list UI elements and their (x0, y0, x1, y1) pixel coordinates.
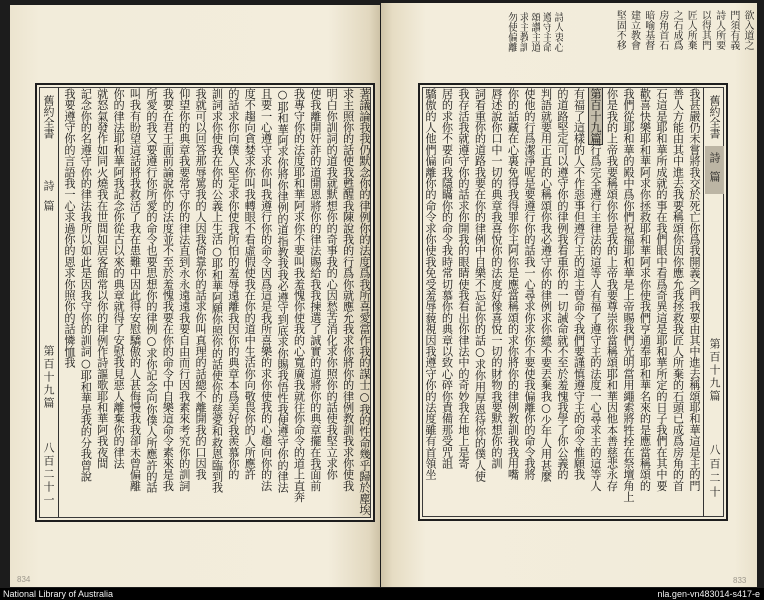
pencil-mark-left: 834 (17, 575, 31, 584)
pencil-mark-right: 833 (733, 576, 747, 585)
text-column-content: 行爲完全遵行主律法的這等人有福了遵守主的法度一心尋求主的這等人 (589, 144, 602, 492)
text-column: 石這是耶和華所成就的事在我們眼中看爲奇異這是耶和華所定的日子我們在其中要 (655, 88, 668, 492)
left-section-title: 詩篇 (42, 180, 55, 220)
headnote-column: 房角首石 (656, 10, 668, 50)
text-column: 仰望你的典章我要常守你的律法直到永永遠遠我要自由而行因我素來考究你的訓詞 (177, 88, 191, 492)
text-column: 歡喜快樂耶和華阿求你拯救耶和華阿求你使我們亨通奉耶和華名來的是應當稱頌的 (638, 88, 652, 492)
text-column: 叫我有盼望這話將我救活了我在患難中因此得安慰驕傲的人甚侮慢我我卻未曾偏離 (128, 88, 142, 492)
text-column: 著議論我我仍默念你的律例你的法度爲我所喜愛當作我的謀士○我的性命幾乎歸於塵埃 (358, 88, 371, 516)
text-column: 就怒氣發作如同火燒我在世間如居客館常以你的律例作詩謳歌耶和華阿我夜間 (95, 88, 109, 469)
text-column: 善人方能由其中進去我要稱頌你因你應允我拯救我匠人所棄的石頭已成爲房角的首 (671, 88, 685, 492)
left-text-block (60, 88, 372, 518)
left-chapter-label: 第百十九篇 (42, 345, 55, 410)
footer-bar (0, 588, 764, 600)
right-page-number: 八百二十 (708, 444, 721, 500)
library-credit: National Library of Australia (3, 589, 114, 599)
text-column: 的道路堅定可以遵守你的律例我看重你的一切誡命就不至於羞愧我學了你公義的 (556, 88, 569, 480)
text-column: 唇述說你口中一切的典章我喜悅你的法度好像喜悅一切的財物我要默想你的訓 (490, 88, 503, 469)
headnotes-right-block (612, 10, 754, 76)
text-column: 我就可以回答那辱罵我的人因我倚靠你的話求你叫真理的話總不離開我的口因我 (194, 88, 208, 480)
headnote-column: 欲入道之 (742, 10, 753, 50)
headnote-column: 遵守主命 (540, 12, 552, 52)
text-column: 且要一心遵守求你叫我遵行你的命令因爲這是我所喜樂的求你使我的心趨向你的法 (259, 88, 273, 492)
headnotes-center-block (505, 12, 563, 74)
text-column-chapter-start (587, 88, 604, 518)
headnote-column: 門須有義 (727, 10, 739, 50)
headnote-column: 之石成爲 (671, 10, 683, 50)
right-book-title: 舊約全書 (708, 95, 721, 139)
text-column: 我甚嚴仍未嘗將我交於死亡你爲我開義之門我要由其中進去稱頌耶和華這是主的門 (688, 88, 701, 492)
text-column: 求主照你的話使我甦醒我陳說我的行爲你就應允我求你將你的律例教訓我求你使我 (341, 88, 355, 492)
text-column: 度不趨向貪婪求你叫我轉眼不看虛假使我在你的道中生活你向敬畏你的人所應許 (243, 88, 257, 480)
text-column: 有福了這樣的人不作惡事但遵行主的道主曾命令我們要謹慎遵守主的命令惟願我 (572, 88, 586, 480)
right-chapter-label: 第百十九篇 (708, 338, 721, 403)
headnote-column: 詩人衷心 (552, 12, 563, 52)
right-text-block (421, 88, 702, 518)
right-section-title: 詩篇 (708, 152, 721, 190)
text-column: 我存活我就遵守你的話求你開我的眼睛使我看出你律法中的奇妙我在地上是寄 (457, 88, 470, 469)
text-column: 使他的行爲潔淨呢是要遵行你的話我一心尋求你求你不要使我偏離你的命令我將 (523, 88, 536, 480)
text-column: 居的求你不要向我隱瞞你的命令我時常切慕你的典章以致心碎你責備那受咒詛 (440, 88, 454, 469)
headnote-column: 勿使偏離 (505, 12, 517, 52)
text-column: 所愛的我又要遵行你所愛的命令也要思想你的律例○求你記念向你僕人所應許的話 (144, 88, 158, 493)
headnote-column: 求主教訓 (517, 12, 529, 52)
text-column: 我們從耶和華的殿中爲你們祝福耶和華是上帝賜我們光明當用繩索將牲拴在祭壇角上 (622, 88, 635, 503)
text-column: 記念你的名遵守你的律法我所以如此是因我守你的訓詞○耶和華是我的分我曾說 (79, 88, 93, 482)
text-column: 我專守你的法度耶和華阿求你不要叫我羞愧你使我的心寬廣我就往你命令的道上直奔 (292, 88, 306, 503)
headnote-column: 堅固不移 (614, 10, 626, 50)
left-page-number: 八百二十一 (42, 442, 55, 507)
text-column: ○耶和華阿求你將你律例的道指教我我必遵守到底求你賜我悟性我便遵守你的律法 (276, 88, 290, 493)
text-column: 你的律法耶和華阿我記念你從古以來的典章就得了安慰我見惡人離棄你的律法 (112, 88, 126, 469)
headnote-column: 詩人所要 (713, 10, 725, 50)
text-column: 詞看重你的道路我要在你的律例中自樂不忘記你的話○求你用厚恩待你的僕人使 (473, 88, 487, 482)
image-identifier: nla.gen-vn483014-s417-e (657, 589, 760, 599)
text-column: 使我離開奸詐的道開恩將你的律法賜給我我揀選了誠實的道將你的典章擺在我面前 (308, 88, 322, 492)
text-column: 我要在君王面前論說你的法度並不至於羞愧我要在你的命令中自樂這命令素來是我 (161, 88, 175, 492)
text-column: 我要遵守你的言語我一心求過你的恩求你照你的話憐恤我 (62, 88, 76, 368)
headnote-column: 匠人所棄 (685, 10, 697, 50)
headnote-column: 以得其門 (699, 10, 711, 50)
text-column: 明白你訓詞的道我就默想你的奇事我的心因愁苦消化求你照你的話使我堅立求你 (325, 88, 339, 480)
text-column: 你的話藏在心裏免得我得罪你主阿你是應當稱頌的求你將你的律例教訓我我用嘴 (506, 88, 520, 480)
text-column: 的話求你向僕人堅定求你使我所怕的羞辱遠離我因你的典章本爲美好我羨慕你的 (226, 88, 240, 480)
text-column: 驕傲的人他們偏離你的命令求你使我免受羞辱藐視因我遵守你的法度雖有首領坐 (424, 88, 437, 480)
left-book-title: 舊約全書 (42, 95, 55, 139)
text-column: 訓詞求你使我在你的公義上生活○耶和華阿願你照你的話使你的慈愛和救恩臨到我 (210, 88, 224, 493)
text-column: 判語就要用正直的心稱頌你我必遵守你的律例求你總不要丟棄我○少年人用甚麼 (539, 88, 553, 482)
headnote-column: 頌讚主道 (528, 12, 540, 52)
chapter-heading-box: 第百十九篇 (589, 88, 602, 144)
headnote-column: 暗喻基督 (642, 10, 654, 50)
headnote-column: 建立教會 (628, 10, 640, 50)
text-column: 你是我的上帝我要稱頌你你是我的上帝我要尊崇你當稱頌耶和華因他本善慈悲永存 (605, 88, 619, 492)
